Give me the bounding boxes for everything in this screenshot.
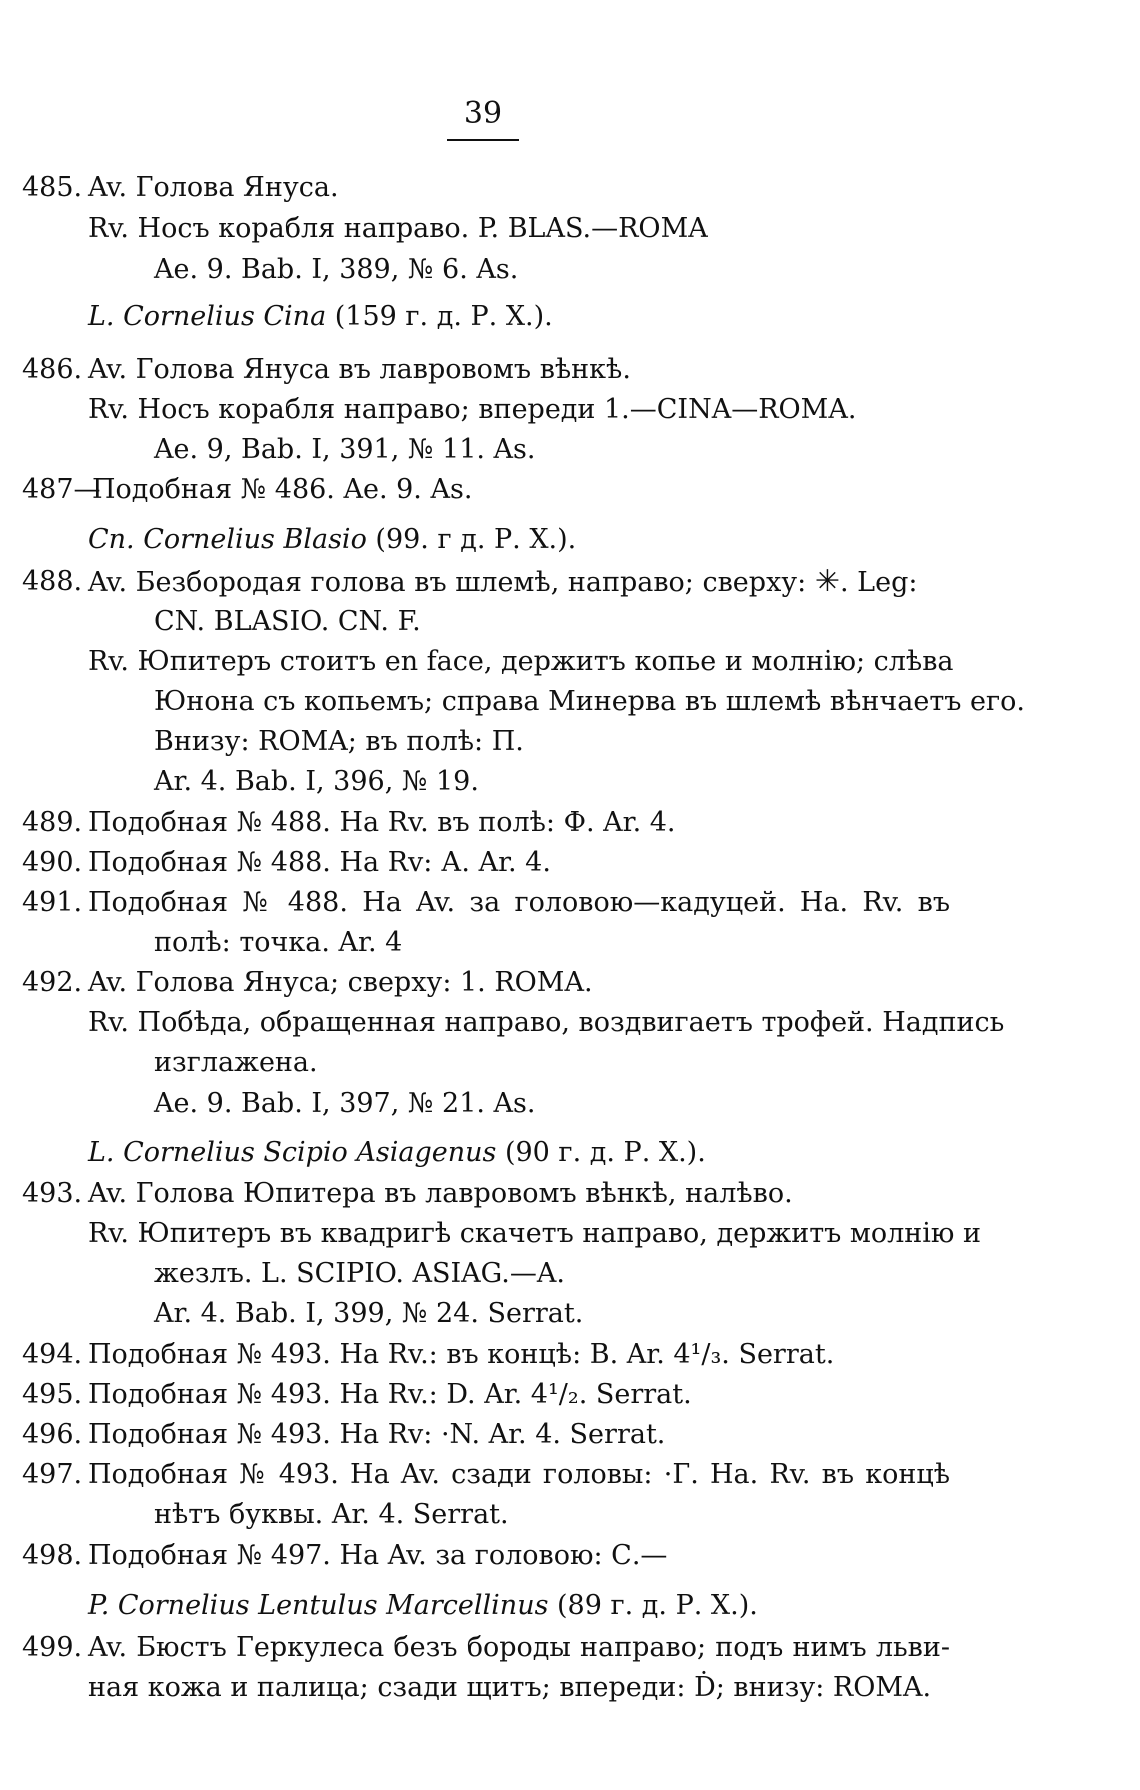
entry-line: Внизу: ROMA; въ полѣ: П. (154, 726, 524, 757)
entry-number: 498. (22, 1540, 83, 1571)
entry-line: Подобная № 488. На Rv. въ полѣ: Ф. Ar. 4. (88, 807, 676, 838)
entry-line: Ar. 4. Bab. I, 396, № 19. (154, 766, 479, 797)
entry-line: Ae. 9. Bab. I, 389, № 6. As. (154, 254, 519, 285)
entry-number: 495. (22, 1379, 83, 1410)
entry-number: 492. (22, 967, 83, 998)
entry-number: 488. (22, 566, 83, 597)
section-heading-date: (90 г. д. Р. X.). (496, 1137, 706, 1168)
entry-line: ная кожа и палица; сзади щитъ; впереди: Ḋ; внизу: ROMA. (88, 1672, 932, 1703)
section-heading-date: (159 г. д. Р. X.). (326, 301, 553, 332)
entry-number: 491. (22, 887, 83, 918)
entry-line: Ar. 4. Bab. I, 399, № 24. Serrat. (154, 1298, 584, 1329)
entry-line: Подобная № 488. На Rv: А. Ar. 4. (88, 847, 551, 878)
entry-number: 494. (22, 1339, 83, 1370)
entry-line: Подобная № 493. На Rv: ·N. Ar. 4. Serrat. (88, 1419, 666, 1450)
entry-line-text: Av. Безбородая голова въ шлемѣ, направо; сверху: (88, 567, 815, 598)
entry-line: Подобная № 493. На Rv.: въ концѣ: B. Ar. 4¹/₃. Serrat. (88, 1339, 835, 1370)
entry-line: Подобная № 493. На Av. сзади головы: ·Г. На. Rv. въ концѣ (88, 1459, 950, 1490)
entry-number: 499. (22, 1632, 83, 1663)
entry-line: Av. Голова Юпитера въ лавровомъ вѣнкѣ, налѣво. (88, 1178, 793, 1209)
entry-number: 489. (22, 807, 83, 838)
section-heading-name: Cn. Cornelius Blasio (88, 524, 367, 555)
entry-line: Rv. Юпитеръ стоитъ en face, держитъ копье и молнію; слѣва (88, 646, 954, 677)
entry-line: изглажена. (154, 1047, 318, 1078)
entry-line: нѣтъ буквы. Ar. 4. Serrat. (154, 1499, 509, 1530)
entry-line: жезлъ. L. SCIPIO. ASIAG.—A. (154, 1258, 565, 1289)
entry-line: Av. Бюстъ Геркулеса безъ бороды направо; подъ нимъ льви- (88, 1632, 950, 1663)
entry-line: Av. Голова Януса. (88, 172, 339, 203)
section-heading-date: (89 г. д. Р. X.). (548, 1590, 758, 1621)
entry-line (88, 564, 917, 601)
entry-line: Av. Голова Януса; сверху: 1. ROMA. (88, 967, 593, 998)
entry-line: Rv. Носъ корабля направо; впереди 1.—CINA—ROMA. (88, 394, 857, 425)
entry-line: Av. Голова Януса въ лавровомъ вѣнкѣ. (88, 354, 631, 385)
section-heading (88, 1588, 758, 1624)
entry-number: 493. (22, 1178, 83, 1209)
entry-number: 496. (22, 1419, 83, 1450)
entry-line-text: . Leg: (840, 567, 918, 598)
entry-line: полѣ: точка. Ar. 4 (154, 927, 403, 958)
entry-line: Юнона съ копьемъ; справа Минерва въ шлемѣ вѣнчаетъ его. (154, 686, 1025, 717)
entry-number: 486. (22, 354, 83, 385)
entry-line: Ae. 9. Bab. I, 397, № 21. As. (154, 1088, 536, 1119)
entry-line: Подобная № 497. На Av. за головою: С.— (88, 1540, 668, 1571)
page-number-rule (447, 139, 519, 141)
entry-number: 485. (22, 172, 83, 203)
section-heading-name: L. Cornelius Cina (88, 301, 327, 332)
section-heading-name: P. Cornelius Lentulus Marcellinus (88, 1590, 549, 1621)
page-number: 39 (463, 96, 503, 131)
entry-line: Подобная № 486. Ae. 9. As. (92, 474, 473, 505)
section-heading-date: (99. г д. Р. X.). (366, 524, 577, 555)
entry-number: 490. (22, 847, 83, 878)
section-heading (88, 522, 576, 558)
entry-line: Подобная № 488. На Av. за головою—кадуцей. На. Rv. въ (88, 887, 950, 918)
entry-line: Подобная № 493. На Rv.: D. Ar. 4¹/₂. Serrat. (88, 1379, 692, 1410)
entry-number: 497. (22, 1459, 83, 1490)
entry-line: Rv. Побѣда, обращенная направо, воздвигаетъ трофей. Надпись (88, 1007, 1005, 1038)
entry-line: Ae. 9, Bab. I, 391, № 11. As. (154, 434, 536, 465)
entry-line: Rv. Юпитеръ въ квадригѣ скачетъ направо, держитъ молнію и (88, 1218, 982, 1249)
section-heading (88, 1135, 706, 1171)
entry-line: Rv. Носъ корабля направо. P. BLAS.—ROMA (88, 213, 708, 244)
entry-line: CN. BLASIO. CN. F. (154, 606, 421, 637)
section-heading-name: L. Cornelius Scipio Asiagenus (88, 1137, 497, 1168)
entry-number: 487— (22, 474, 101, 505)
asterisk-symbol: ✳ (814, 564, 841, 599)
section-heading (88, 299, 553, 335)
